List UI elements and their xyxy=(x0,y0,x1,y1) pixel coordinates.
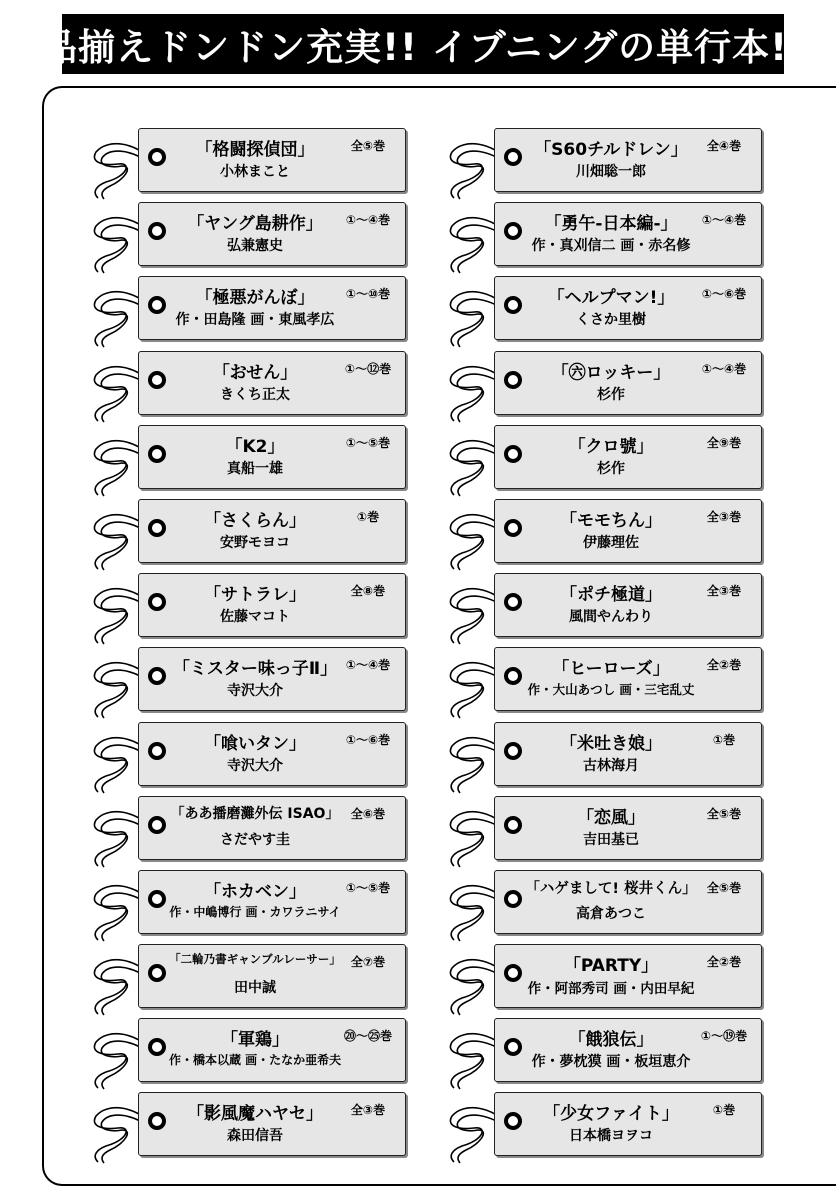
book-volumes: ①～⑲巻 xyxy=(700,1029,748,1044)
tag-hole-icon xyxy=(504,964,522,982)
tag-hole-icon xyxy=(504,222,522,240)
book-author: きくち正太 xyxy=(220,386,290,403)
book-author: さだやす圭 xyxy=(220,831,290,848)
book-volumes: ①～④巻 xyxy=(701,213,747,228)
book-volumes: ①～⑤巻 xyxy=(345,880,391,895)
book-title: 「二輪乃書ギャンブルレーサー」 xyxy=(169,952,341,967)
book-tag-row xyxy=(444,128,784,202)
book-author: 作・夢枕獏 画・板垣恵介 xyxy=(531,1054,691,1071)
book-author: 小林まこと xyxy=(220,164,290,180)
book-author: 作・大山あつし 画・三宅乱丈 xyxy=(527,682,695,698)
tag-hole-icon xyxy=(504,667,522,685)
book-volumes: ①～⑥巻 xyxy=(701,287,747,302)
book-author: 作・中嶋博行 画・カワラニサイ xyxy=(169,904,341,919)
book-volumes: 全⑥巻 xyxy=(350,806,386,821)
book-tag xyxy=(494,499,762,563)
book-tag-row xyxy=(88,1092,428,1166)
book-volumes: 全⑧巻 xyxy=(350,584,386,599)
book-tag-row xyxy=(88,647,428,721)
tag-hole-icon xyxy=(148,519,166,537)
tag-hole-icon xyxy=(504,148,522,166)
book-author: 弘兼憲史 xyxy=(227,238,283,255)
book-title: 「勇午-日本編-」 xyxy=(544,214,678,235)
book-tag-row xyxy=(444,276,784,350)
book-tag xyxy=(494,647,762,711)
book-tag-row xyxy=(444,647,784,721)
book-tag xyxy=(494,128,762,192)
book-tag xyxy=(138,425,406,489)
book-volumes: ①～⑫巻 xyxy=(344,361,392,376)
tag-hole-icon xyxy=(148,593,166,611)
book-tag xyxy=(138,944,406,1008)
book-tag xyxy=(494,351,762,415)
book-volumes: 全⑨巻 xyxy=(706,435,742,450)
book-title: 「ホカベン」 xyxy=(204,881,306,902)
book-volumes: 全③巻 xyxy=(706,509,742,524)
book-tag-row xyxy=(444,573,784,647)
tag-hole-icon xyxy=(504,742,522,760)
book-volumes: 全⑤巻 xyxy=(706,880,742,895)
header-title: 品揃えドンドン充実!! イブニングの単行本!! xyxy=(40,26,806,69)
book-tag-row xyxy=(88,128,428,202)
book-title: 「ヤング島耕作」 xyxy=(187,214,323,235)
book-volumes: 全④巻 xyxy=(706,139,742,153)
book-tag xyxy=(494,722,762,786)
book-title: 「米吐き娘」 xyxy=(560,733,662,754)
book-author: 佐藤マコト xyxy=(220,609,290,626)
tag-hole-icon xyxy=(504,371,522,389)
book-tag-row xyxy=(88,722,428,796)
book-author: 高倉あつこ xyxy=(576,905,646,922)
book-tag xyxy=(494,202,762,266)
book-tag xyxy=(138,796,406,860)
book-author: 作・真刈信二 画・赤名修 xyxy=(531,238,691,255)
book-title: 「恋風」 xyxy=(577,807,645,828)
book-volumes: 全⑦巻 xyxy=(350,955,386,970)
book-title: 「㊅ロッキー」 xyxy=(551,362,671,383)
book-tag xyxy=(138,351,406,415)
book-title: 「影風魔ハヤセ」 xyxy=(187,1104,323,1125)
book-tag-row xyxy=(444,796,784,870)
tag-hole-icon xyxy=(504,816,522,834)
tag-hole-icon xyxy=(148,964,166,982)
tag-hole-icon xyxy=(148,148,166,166)
book-volumes: 全②巻 xyxy=(706,955,742,970)
book-author: 風間やんわり xyxy=(569,609,653,626)
left-column xyxy=(88,128,428,1167)
book-author: 森田信吾 xyxy=(227,1128,283,1145)
tag-hole-icon xyxy=(504,445,522,463)
book-tag-row xyxy=(88,425,428,499)
book-tag-row xyxy=(88,1018,428,1092)
book-tag xyxy=(494,425,762,489)
tag-hole-icon xyxy=(504,593,522,611)
book-tag xyxy=(494,870,762,934)
book-volumes: 全③巻 xyxy=(706,584,742,599)
tag-hole-icon xyxy=(148,296,166,314)
book-title: 「極悪がんぼ」 xyxy=(195,288,315,309)
book-tag xyxy=(138,870,406,934)
book-tag-row xyxy=(444,202,784,276)
book-tag-row xyxy=(88,202,428,276)
tag-hole-icon xyxy=(504,1038,522,1056)
tag-hole-icon xyxy=(504,1112,522,1130)
tag-hole-icon xyxy=(148,890,166,908)
book-tag-row xyxy=(444,425,784,499)
book-tag-row xyxy=(444,944,784,1018)
book-tag xyxy=(138,573,406,637)
book-volumes: 全③巻 xyxy=(350,1103,386,1118)
book-volumes: ①～⑩巻 xyxy=(345,287,391,302)
book-tag-row xyxy=(444,351,784,425)
book-author: 安野モヨコ xyxy=(220,534,290,551)
book-author: 作・橋本以蔵 画・たなか亜希夫 xyxy=(169,1053,341,1068)
book-title: 「モモちん」 xyxy=(560,510,662,531)
book-tag-row xyxy=(88,499,428,573)
book-tag-row xyxy=(444,499,784,573)
book-volumes: 全⑤巻 xyxy=(350,139,386,153)
book-author: 作・阿部秀司 画・内田早紀 xyxy=(527,981,695,998)
book-title: 「ミスター味っ子Ⅱ」 xyxy=(172,659,338,680)
book-author: 吉田基已 xyxy=(583,831,639,848)
book-title: 「ポチ極道」 xyxy=(560,585,662,606)
book-volumes: ①～④巻 xyxy=(345,658,391,673)
tag-hole-icon xyxy=(148,222,166,240)
tag-hole-icon xyxy=(148,371,166,389)
tag-hole-icon xyxy=(148,667,166,685)
book-tag xyxy=(138,499,406,563)
tag-hole-icon xyxy=(148,742,166,760)
book-tag xyxy=(494,796,762,860)
book-author: 杉作 xyxy=(597,386,625,403)
book-tag xyxy=(494,944,762,1008)
book-volumes: ①巻 xyxy=(356,509,380,524)
book-volumes: 全⑤巻 xyxy=(706,806,742,821)
book-tag xyxy=(138,1018,406,1082)
book-title: 「軍鶏」 xyxy=(221,1030,289,1051)
book-volumes: ①～⑤巻 xyxy=(345,435,391,450)
book-title: 「餓狼伝」 xyxy=(568,1030,654,1051)
book-tag-row xyxy=(444,1092,784,1166)
tag-hole-icon xyxy=(504,519,522,537)
book-tag-row xyxy=(88,870,428,944)
book-tag-row xyxy=(444,722,784,796)
book-tag-row xyxy=(444,1018,784,1092)
book-tag-row xyxy=(88,276,428,350)
book-title: 「さくらん」 xyxy=(204,510,306,531)
book-author: 寺沢大介 xyxy=(227,683,283,700)
book-tag xyxy=(138,1092,406,1156)
book-author: 日本橋ヨヲコ xyxy=(569,1128,653,1145)
book-title: 「S60チルドレン」 xyxy=(534,140,688,160)
book-volumes: ①～④巻 xyxy=(701,361,747,376)
book-author: 杉作 xyxy=(597,460,625,477)
book-tag xyxy=(494,573,762,637)
book-volumes: ①～⑥巻 xyxy=(345,732,391,747)
book-author: 古林海月 xyxy=(583,757,639,774)
tag-hole-icon xyxy=(148,1112,166,1130)
book-title: 「ヒーローズ」 xyxy=(552,659,670,680)
book-volumes: 全②巻 xyxy=(706,658,742,673)
book-tag xyxy=(138,128,406,192)
book-tag xyxy=(138,276,406,340)
book-title: 「おせん」 xyxy=(212,362,298,383)
book-author: 田中誠 xyxy=(234,980,276,997)
book-volumes: ①巻 xyxy=(712,732,736,747)
tag-hole-icon xyxy=(504,296,522,314)
book-author: 川畑聡一郎 xyxy=(576,164,646,180)
tag-hole-icon xyxy=(504,890,522,908)
book-tag-row xyxy=(88,351,428,425)
book-tag-row xyxy=(88,796,428,870)
book-title: 「PARTY」 xyxy=(563,956,659,977)
book-author: 伊藤理佐 xyxy=(583,534,639,551)
book-title: 「ハゲまして! 桜井くん」 xyxy=(525,880,697,897)
book-tag xyxy=(494,276,762,340)
book-title: 「喰いタン」 xyxy=(204,733,306,754)
book-author: くさか里樹 xyxy=(576,312,646,329)
book-tag-row xyxy=(88,573,428,647)
book-tag xyxy=(138,722,406,786)
book-volumes: ①巻 xyxy=(712,1103,736,1118)
book-tag xyxy=(138,647,406,711)
book-tag xyxy=(494,1018,762,1082)
book-author: 作・田島隆 画・東風孝広 xyxy=(175,312,335,329)
book-tag-row xyxy=(444,870,784,944)
book-author: 寺沢大介 xyxy=(227,757,283,774)
tag-hole-icon xyxy=(148,445,166,463)
book-tag xyxy=(494,1092,762,1156)
page-header xyxy=(40,14,806,74)
book-tag xyxy=(138,202,406,266)
book-volumes: ⑳～㉕巻 xyxy=(343,1029,392,1044)
book-volumes: ①～④巻 xyxy=(345,213,391,228)
tag-hole-icon xyxy=(148,1038,166,1056)
book-title: 「クロ號」 xyxy=(568,436,654,457)
book-tag-row xyxy=(88,944,428,1018)
book-title: 「ああ播磨灘外伝 ISAO」 xyxy=(170,805,340,822)
book-title: 「サトラレ」 xyxy=(204,585,306,606)
book-title: 「K2」 xyxy=(225,436,285,457)
right-column xyxy=(444,128,784,1167)
book-author: 真船一雄 xyxy=(227,460,283,477)
book-title: 「少女ファイト」 xyxy=(543,1104,679,1125)
tag-hole-icon xyxy=(148,816,166,834)
book-title: 「格闘探偵団」 xyxy=(195,140,315,160)
book-title: 「ヘルプマン!」 xyxy=(547,288,675,309)
